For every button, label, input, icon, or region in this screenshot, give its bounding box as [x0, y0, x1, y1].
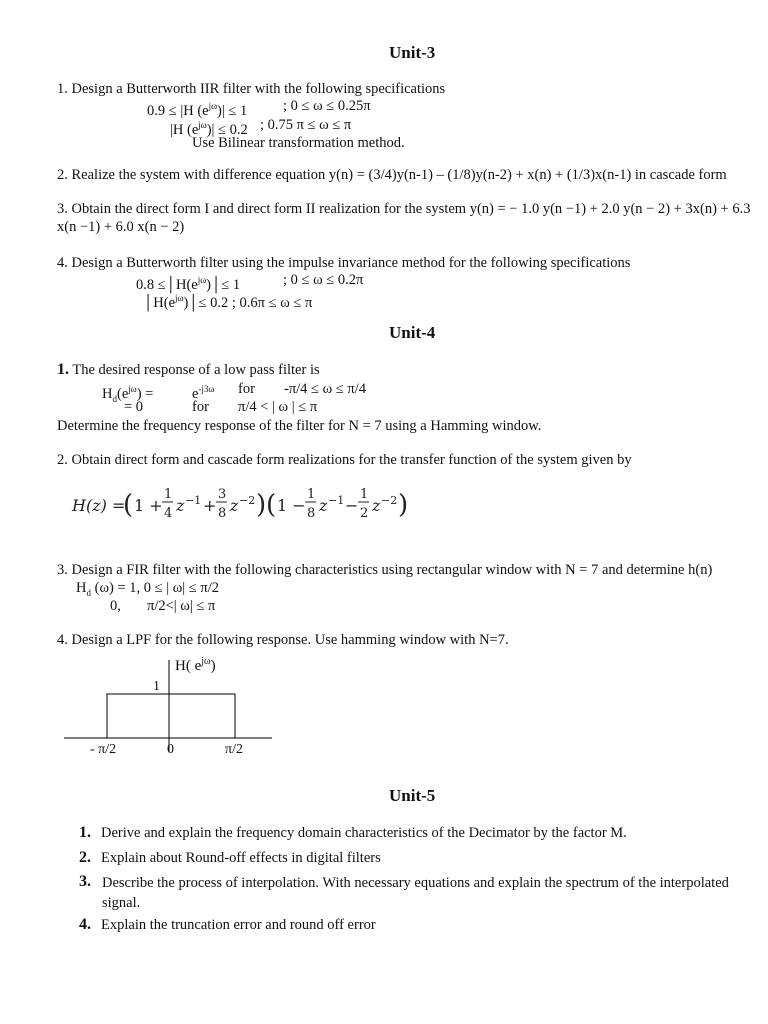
tf-f2-z2: z — [372, 496, 381, 515]
tf-f2-z1: z — [319, 496, 328, 515]
tf-f1-frac1-den: 4 — [164, 506, 173, 521]
plot-x-tick-right: π/2 — [225, 742, 243, 757]
plot-x-tick-zero: 0 — [167, 742, 174, 757]
tf-f2-one: 1 − — [277, 496, 306, 515]
unit4-q4-text: 4. Design a LPF for the following response. Use hamming window with N=7. — [57, 632, 509, 648]
unit4-q1-hd: $H_d(e^{j\omega})$ = — [102, 384, 154, 404]
unit4-q1-determine: Determine the frequency response of the filter for N = 7 using a Hamming window. — [57, 418, 542, 434]
unit3-q4-spec1: $0.8 \le│H(e^{j\omega})│\le 1$ — [136, 275, 241, 293]
unit5-item-1: 1. Derive and explain the frequency domain characteristics of the Decimator by the factor M. — [79, 824, 627, 841]
tf-f1-frac1-num: 1 — [164, 487, 173, 502]
unit5-item-4: 4. Explain the truncation error and round off error — [79, 916, 376, 933]
unit4-q3-line3a: 0, — [110, 598, 121, 614]
unit3-q1-spec2: |H $(e^{j\omega})| \le 0.2$ — [170, 120, 248, 138]
unit4-q3-line2: $H_d$ (ω) = 1, 0 ≤ | ω| ≤ π/2 — [76, 580, 219, 598]
unit3-q2: 2. Realize the system with difference equation y(n) = (3/4)y(n-1) – (1/8)y(n-2) + x(n) + (1/3)x(n-1) in cascade form — [57, 167, 727, 183]
unit4-q3-text: 3. Design a FIR filter with the following characteristics using rectangular window with N = 7 and determine h(n) — [57, 562, 713, 578]
unit3-q1-spec2-range: ; 0.75 π ≤ ω ≤ π — [260, 117, 352, 133]
tf-f2-frac1-num: 1 — [307, 487, 316, 502]
unit5-title: Unit-5 — [389, 786, 436, 805]
tf-f2-frac2-num: 1 — [360, 487, 369, 502]
plot-label: H( $e^{j\omega}$) — [175, 656, 216, 674]
unit5-item-3: Describe the process of interpolation. With necessary equations and explain the spectrum of the interpolated signal. — [102, 875, 729, 911]
tf-f2-frac2-den: 2 — [360, 506, 369, 521]
unit3-q4-text: 4. Design a Butterworth filter using the impulse invariance method for the following specifications — [57, 255, 631, 271]
unit4-q1-range2: π/4 < | ω | ≤ π — [238, 399, 318, 415]
unit5-item-3-num: 3. — [79, 873, 91, 890]
unit4-q1-eq0: = 0 — [124, 399, 144, 415]
tf-f2-paren-open: ( — [266, 490, 277, 520]
tf-f2-exp1: −1 — [328, 494, 345, 507]
unit4-title: Unit-4 — [389, 323, 436, 342]
plot-x-tick-left: - π/2 — [90, 742, 117, 757]
unit4-q2-transfer-function — [60, 480, 420, 530]
unit3-q1-text: 1. Design a Butterworth IIR filter with the following specifications — [57, 81, 446, 97]
plot-y-tick-1: 1 — [153, 679, 160, 694]
unit3-q1-method: Use Bilinear transformation method. — [192, 135, 405, 151]
unit3-q3: 3. Obtain the direct form I and direct form II realization for the system y(n) = − 1.0 y(n −1) + 2.0 y(n − 2) + 3x(n) + 6.3 x(n −1) + 6.0 x(n − 2) — [57, 201, 751, 235]
tf-f1-frac2-den: 8 — [218, 506, 227, 521]
tf-f2-paren-close: ) — [398, 490, 409, 520]
unit4-q2-text: 2. Obtain direct form and cascade form realizations for the transfer function of the system given by — [57, 452, 632, 468]
lpf-response-plot — [60, 652, 280, 764]
tf-f1-z1: z — [176, 496, 185, 515]
tf-f1-exp1: −1 — [185, 494, 202, 507]
tf-f1-paren-open: ( — [123, 490, 134, 520]
unit4-q1-range1: -π/4 ≤ ω ≤ π/4 — [284, 381, 366, 397]
unit3-q4-spec2: $│H(e^{j\omega})│\le 0.2$ ; 0.6π ≤ ω ≤ π — [143, 293, 313, 311]
unit4-q1-exp: $e^{-j3\omega}$ — [192, 384, 215, 402]
tf-f1-one: 1 + — [134, 496, 163, 515]
tf-f1-paren-close: ) — [256, 490, 267, 520]
unit4-q3-line3b: π/2<| ω| ≤ π — [147, 598, 216, 614]
unit4-q1-for1: for — [238, 381, 255, 397]
unit3-q1-spec1-range: ; 0 ≤ ω ≤ 0.25π — [283, 98, 371, 114]
unit3-q4-spec1-range: ; 0 ≤ ω ≤ 0.2π — [283, 272, 364, 288]
unit3-title: Unit-3 — [389, 43, 436, 62]
tf-f2-frac1-den: 8 — [307, 506, 316, 521]
unit4-q1-for2: for — [192, 399, 209, 415]
tf-lhs: H(z) = — [72, 496, 126, 515]
tf-f1-plus: + — [203, 496, 217, 515]
unit5-item-2: 2. Explain about Round-off effects in digital filters — [79, 849, 381, 866]
tf-f1-z2: z — [230, 496, 239, 515]
tf-f1-frac2-num: 3 — [218, 487, 227, 502]
unit3-q1-spec1: 0.9 ≤ |H $(e^{j\omega})| \le 1$ — [147, 101, 248, 119]
tf-f2-exp2: −2 — [381, 494, 398, 507]
plot-passband-rect — [107, 694, 235, 738]
unit4-q1-text: 1. The desired response of a low pass filter is — [57, 361, 320, 378]
tf-f1-exp2: −2 — [239, 494, 256, 507]
tf-f2-minus: − — [345, 496, 359, 515]
